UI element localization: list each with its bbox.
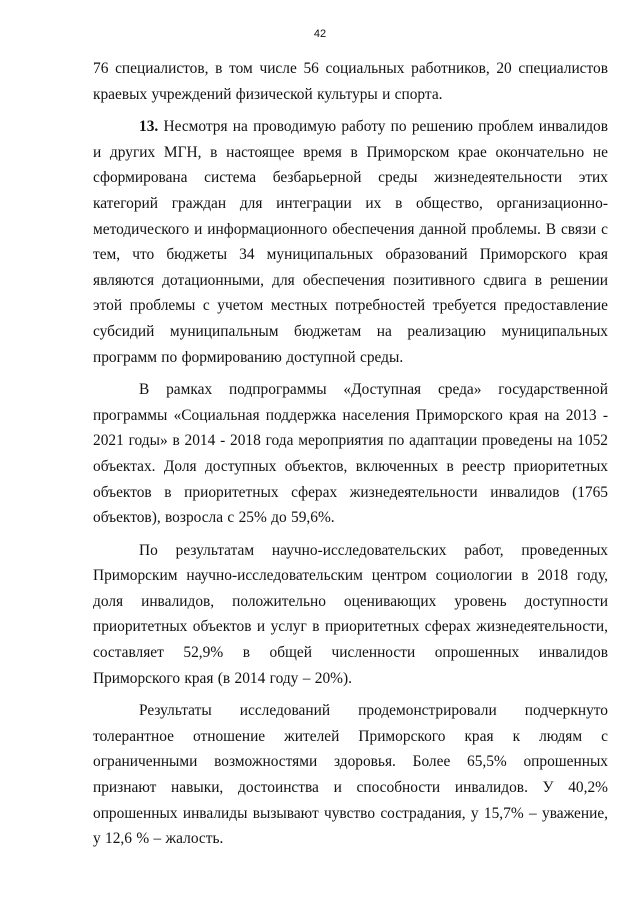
paragraph-research-results: По результатам научно-исследовательских работ, проведенных Приморским научно-исследовательским центром социологии в 2018 году, доля инвалидов, положительно оценивающих уровень доступности приоритетных объектов и услуг в приоритетных сферах жизнедеятельности, составляет 52,9% в общей численности опрошенных инвалидов Приморского края (в 2014 году – 20%). [93, 541, 608, 687]
paragraph-number: 13. [139, 118, 159, 136]
paragraph-text: Несмотря на проводимую работу по решению проблем инвалидов и других МГН, в настоящее время в Приморском крае окончательно не сформирована система безбарьерной среды жизнедеятельности этих категорий граждан для интеграции их в общество, организационно-методического и информационного обеспечения данной проблемы. В связи с тем, что бюджеты 34 муниципальных образований Приморского края являются дотационными, для обеспечения позитивного сдвига в решении этой проблемы с учетом местных потребностей требуется предоставление субсидий муниципальным бюджетам на реализацию муниципальных программ по формированию доступной среды. [93, 118, 608, 366]
paragraph-continuation: 76 специалистов, в том числе 56 социальных работников, 20 специалистов краевых учреждений физической культуры и спорта. [93, 60, 608, 103]
paragraph-tolerance-survey: Результаты исследований продемонстрировали подчеркнуто толерантное отношение жителей Приморского края к людям с ограниченными возможностями здоровья. Более 65,5% опрошенных признают навыки, достоинства и способности инвалидов. У 40,2% опрошенных инвалиды вызывают чувство сострадания, у 15,7% – уважение, у 12,6 % – жалость. [93, 702, 608, 848]
page-number: 42 [313, 28, 327, 40]
document-body [93, 56, 608, 859]
paragraph-13 [93, 114, 608, 370]
paragraph-accessible-environment: В рамках подпрограммы «Доступная среда» государственной программы «Социальная поддержка населения Приморского края на 2013 - 2021 годы» в 2014 - 2018 года мероприятия по адаптации проведены на 1052 объектах. Доля доступных объектов, включенных в реестр приоритетных объектов в приоритетных сферах жизнедеятельности инвалидов (1765 объектов), возросла с 25% до 59,6%. [93, 381, 608, 527]
